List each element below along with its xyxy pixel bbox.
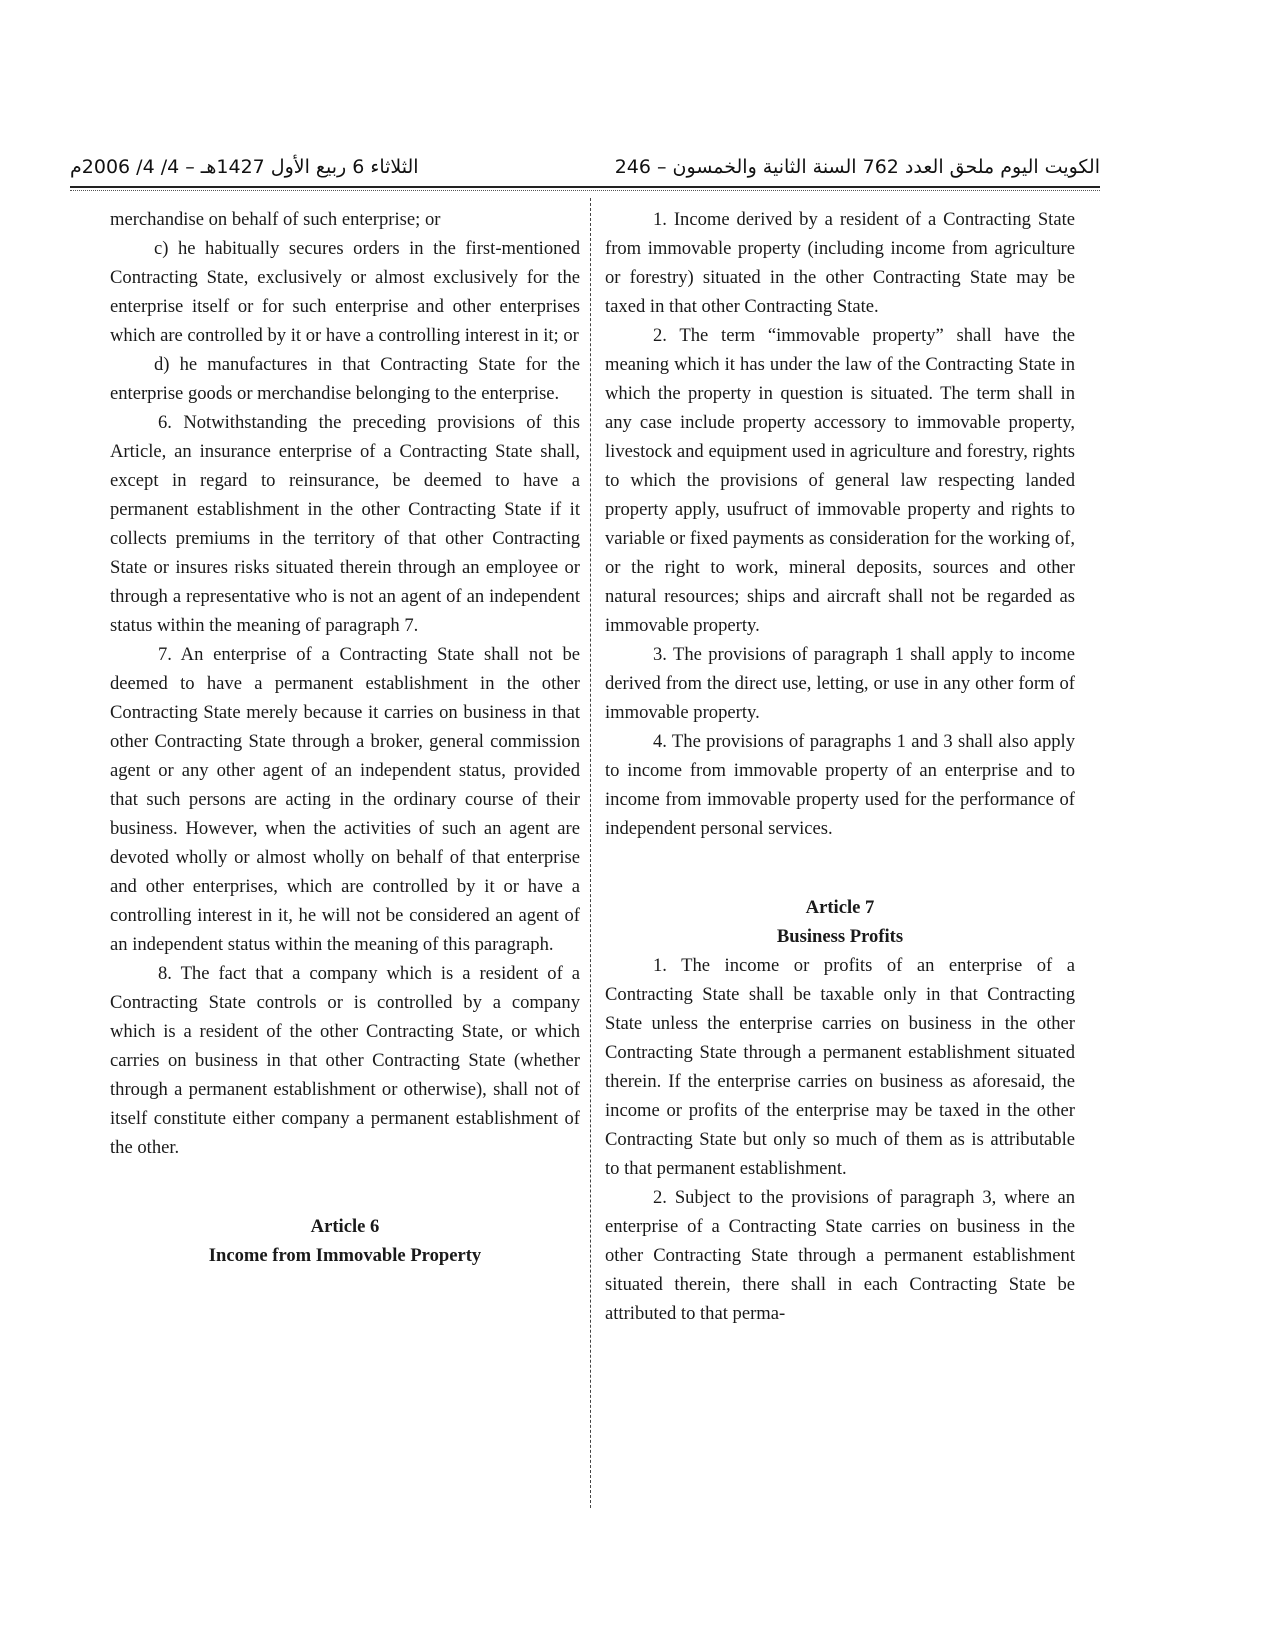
- paragraph: 1. Income derived by a resident of a Contracting State from immovable property (including income from agriculture or forestry) situated in the other Contracting State may be taxed in that other Contracting State.: [605, 209, 1075, 317]
- article-title: Article 7: [805, 897, 875, 918]
- paragraph: 1. The income or profits of an enterprise of a Contracting State shall be taxable only in that Contracting State unless the enterprise carries on business in the other Contracting State through a permanent establishment situated therein. If the enterprise carries on business as aforesaid, the income or profits of the enterprise may be taxed in the other Contracting State but only so much of them as is attributable to that permanent establishment.: [605, 955, 1075, 1179]
- paragraph: 3. The provisions of paragraph 1 shall apply to income derived from the direct use, letting, or use in any other form of immovable property.: [605, 644, 1075, 723]
- page-header: [70, 152, 1100, 186]
- spacer: [605, 843, 1075, 869]
- paragraph: 6. Notwithstanding the preceding provisions of this Article, an insurance enterprise of a Contracting State shall, except in regard to reinsurance, be deemed to have a permanent establishment in the other Contracting State if it collects premiums in the territory of that other Contracting State or insures risks situated therein through an employee or through a representative who is not an agent of an independent status within the meaning of paragraph 7.: [110, 412, 580, 636]
- paragraph: d) he manufactures in that Contracting State for the enterprise goods or merchandise belonging to the enterprise.: [110, 354, 580, 404]
- paragraph: 2. Subject to the provisions of paragraph 3, where an enterprise of a Contracting State carries on business in the other Contracting State through a permanent establishment situated therein, there shall in each Contracting State be attributed to that perma-: [605, 1187, 1075, 1324]
- right-column: [605, 205, 1075, 1328]
- paragraph: 7. An enterprise of a Contracting State shall not be deemed to have a permanent establishment in the other Contracting State merely because it carries on business in that other Contracting State through a broker, general commission agent or any other agent of an independent status, provided that such persons are acting in the ordinary course of their business. However, when the activities of such an agent are devoted wholly or almost wholly on behalf of that enterprise and other enterprises, which are controlled by it or have a controlling interest in it, he will not be considered an agent of an independent status within the meaning of this paragraph.: [110, 644, 580, 955]
- paragraph: 2. The term “immovable property” shall have the meaning which it has under the law of the Contracting State in which the property in question is situated. The term shall in any case include property accessory to immovable property, livestock and equipment used in agriculture and forestry, rights to which the provisions of general law respecting landed property apply, usufruct of immovable property and rights to variable or fixed payments as consideration for the working of, or the right to work, mineral deposits, sources and other natural resources; ships and aircraft shall not be regarded as immovable property.: [605, 325, 1075, 636]
- header-rule: [70, 186, 1100, 188]
- header-date: الثلاثاء 6 ربيع الأول 1427هـ – 4/ 4/ 2006م: [70, 156, 419, 178]
- spacer: [110, 1162, 580, 1188]
- paragraph: c) he habitually secures orders in the first-mentioned Contracting State, exclusively or almost exclusively for the enterprise itself or for such enterprise and other enterprises which are controlled by it or have a controlling interest in it; or: [110, 238, 580, 346]
- paragraph: merchandise on behalf of such enterprise; or: [110, 209, 441, 230]
- column-divider: [590, 198, 591, 1508]
- header-publication-info: الكويت اليوم ملحق العدد 762 السنة الثانية والخمسون – 246: [614, 156, 1100, 178]
- paragraph: 8. The fact that a company which is a resident of a Contracting State controls or is controlled by a company which is a resident of the other Contracting State, or which carries on business in that other Contracting State (whether through a permanent establishment or otherwise), shall not of itself constitute either company a permanent establishment of the other.: [110, 963, 580, 1158]
- header-rule-dotted: [70, 190, 1100, 191]
- article-subtitle: Income from Immovable Property: [208, 1245, 482, 1266]
- article-subtitle: Business Profits: [776, 926, 904, 947]
- left-column: [110, 205, 580, 1270]
- paragraph: 4. The provisions of paragraphs 1 and 3 shall also apply to income from immovable property of an enterprise and to income from immovable property used for the performance of independent personal services.: [605, 731, 1075, 839]
- article-title: Article 6: [310, 1216, 380, 1237]
